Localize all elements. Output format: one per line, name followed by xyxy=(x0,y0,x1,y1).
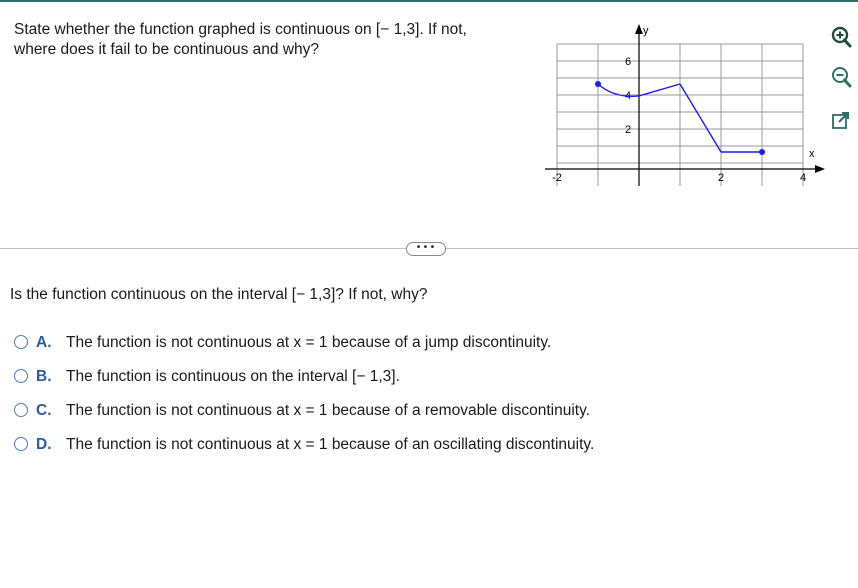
sub-question: Is the function continuous on the interval [− 1,3]? If not, why? xyxy=(10,286,428,303)
y-axis-label: y xyxy=(643,25,649,37)
function-segment xyxy=(680,84,721,152)
y-tick-label: 4 xyxy=(624,90,632,102)
radio-button[interactable] xyxy=(14,335,28,349)
x-tick-label: 4 xyxy=(799,172,807,184)
top-accent-bar xyxy=(0,0,858,2)
question-stem xyxy=(14,20,514,60)
more-button[interactable]: ••• xyxy=(406,242,446,256)
option-text: The function is continuous on the interval [− 1,3]. xyxy=(66,368,400,385)
x-axis-label: x xyxy=(809,148,815,160)
radio-button[interactable] xyxy=(14,369,28,383)
x-tick-label: 2 xyxy=(717,172,725,184)
question-stem-line-1: State whether the function graphed is continuous on [− 1,3]. If not, xyxy=(14,21,467,38)
option-c[interactable] xyxy=(14,401,634,423)
popout-button[interactable] xyxy=(828,108,858,138)
option-letter: C. xyxy=(36,402,52,419)
option-a[interactable] xyxy=(14,333,634,355)
y-tick-label: 2 xyxy=(624,124,632,136)
start-endpoint xyxy=(595,81,601,87)
option-letter: D. xyxy=(36,436,52,453)
option-letter: B. xyxy=(36,368,52,385)
option-text: The function is not continuous at x = 1 because of an oscillating discontinuity. xyxy=(66,436,595,453)
function-segment xyxy=(639,84,680,96)
option-text: The function is not continuous at x = 1 because of a jump discontinuity. xyxy=(66,334,552,351)
option-letter: A. xyxy=(36,334,52,351)
zoom-out-icon xyxy=(828,64,854,90)
option-text: The function is not continuous at x = 1 because of a removable discontinuity. xyxy=(66,402,591,419)
zoom-in-button[interactable] xyxy=(828,24,858,54)
graph-grid xyxy=(557,44,803,186)
y-tick-label: 6 xyxy=(624,56,632,68)
option-d[interactable] xyxy=(14,435,634,457)
function-segment xyxy=(598,84,639,96)
zoom-out-button[interactable] xyxy=(828,64,858,94)
x-tick-label: -2 xyxy=(552,172,562,184)
radio-button[interactable] xyxy=(14,437,28,451)
x-axis-arrow xyxy=(815,165,825,173)
end-endpoint xyxy=(759,149,765,155)
option-b[interactable] xyxy=(14,367,634,389)
function-graph xyxy=(535,20,831,220)
popout-icon xyxy=(828,108,854,134)
radio-button[interactable] xyxy=(14,403,28,417)
zoom-in-icon xyxy=(828,24,854,50)
question-stem-line-2: where does it fail to be continuous and why? xyxy=(14,41,320,58)
y-axis-arrow xyxy=(635,24,643,34)
